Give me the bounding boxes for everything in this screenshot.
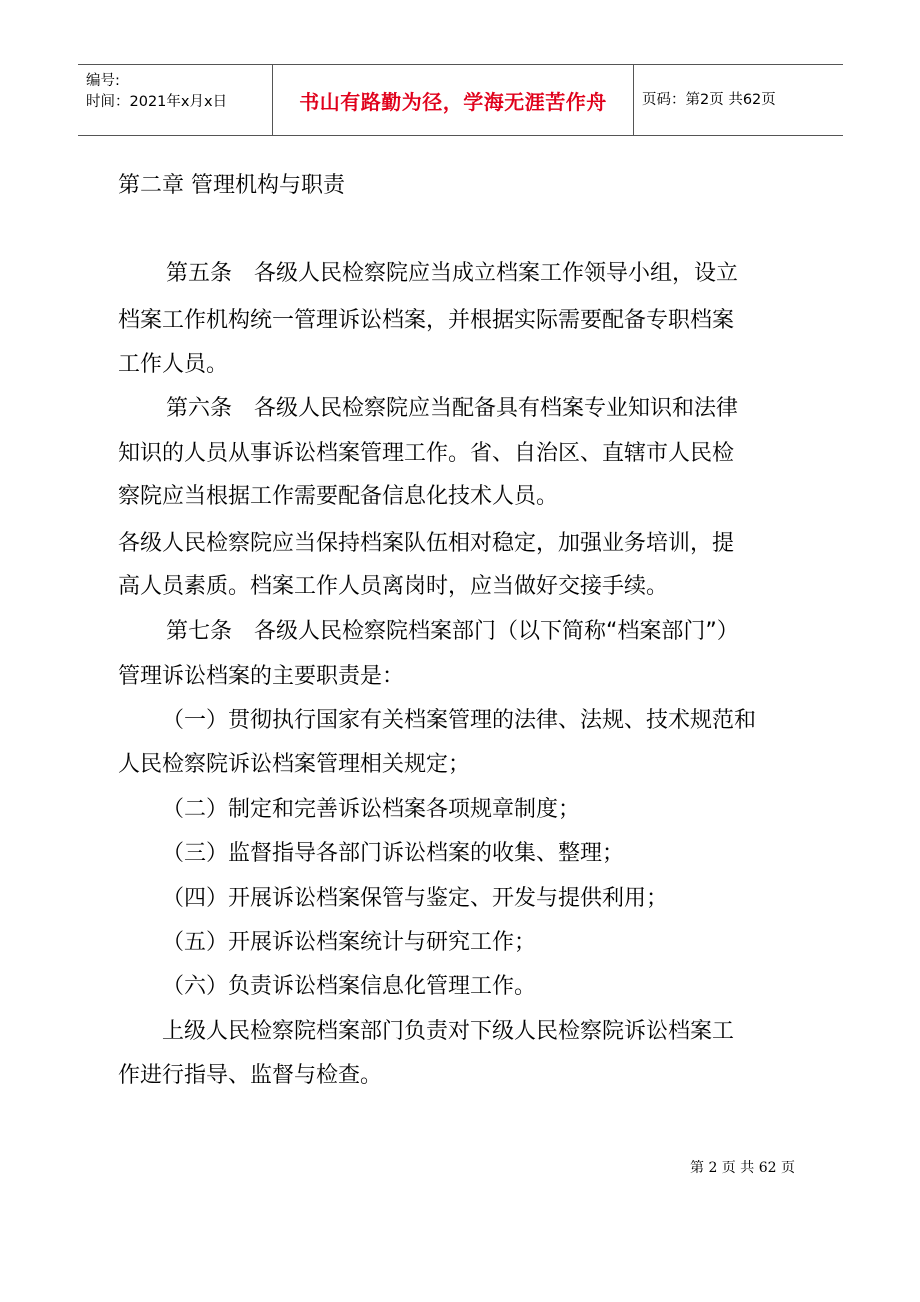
document-number-label: 编号:: [86, 73, 120, 89]
header-page-cell: [634, 65, 843, 135]
document-time-label: 时间：2021年x月x日: [86, 94, 228, 110]
article-6-line-1: 第六条 各级人民检察院应当配备具有档案专业知识和法律: [166, 396, 739, 421]
chapter-title: 第二章 管理机构与职责: [118, 173, 345, 198]
superior-paragraph-line-2: 作进行指导、监督与检查。: [118, 1063, 383, 1088]
article-5-line-2: 档案工作机构统一管理诉讼档案，并根据实际需要配备专职档案: [118, 308, 735, 333]
article-6-line-3: 察院应当根据工作需要配备信息化技术人员。: [118, 484, 559, 509]
motto-text: 书山有路勤为径，学海无涯苦作舟: [299, 89, 607, 114]
duty-item-6: （六）负责诉讼档案信息化管理工作。: [162, 974, 537, 999]
duty-item-1-line-2: 人民检察院诉讼档案管理相关规定；: [118, 752, 471, 777]
article-5-line-1: 第五条 各级人民检察院应当成立档案工作领导小组，设立: [166, 261, 739, 286]
duty-item-3: （三）监督指导各部门诉讼档案的收集、整理；: [162, 841, 625, 866]
page-header: [78, 64, 843, 136]
duty-item-4: （四）开展诉讼档案保管与鉴定、开发与提供利用；: [162, 886, 669, 911]
article-5-line-3: 工作人员。: [118, 352, 229, 377]
duty-item-2: （二）制定和完善诉讼档案各项规章制度；: [162, 797, 581, 822]
article-7-line-2: 管理诉讼档案的主要职责是：: [118, 664, 405, 689]
staff-paragraph-line-1: 各级人民检察院应当保持档案队伍相对稳定，加强业务培训，提: [118, 531, 735, 556]
header-page-code: 页码：第2页 共62页: [642, 92, 776, 108]
footer-page-number: 第 2 页 共 62 页: [690, 1160, 795, 1176]
duty-item-1-line-1: （一）贯彻执行国家有关档案管理的法律、法规、技术规范和: [162, 708, 757, 733]
header-left-cell: [78, 65, 272, 135]
article-6-line-2: 知识的人员从事诉讼档案管理工作。省、自治区、直辖市人民检: [118, 441, 735, 466]
header-motto-cell: [272, 65, 634, 135]
duty-item-5: （五）开展诉讼档案统计与研究工作；: [162, 930, 537, 955]
staff-paragraph-line-2: 高人员素质。档案工作人员离岗时，应当做好交接手续。: [118, 574, 669, 599]
article-7-line-1: 第七条 各级人民检察院档案部门（以下简称“档案部门”）: [166, 619, 739, 644]
superior-paragraph-line-1: 上级人民检察院档案部门负责对下级人民检察院诉讼档案工: [162, 1019, 735, 1044]
